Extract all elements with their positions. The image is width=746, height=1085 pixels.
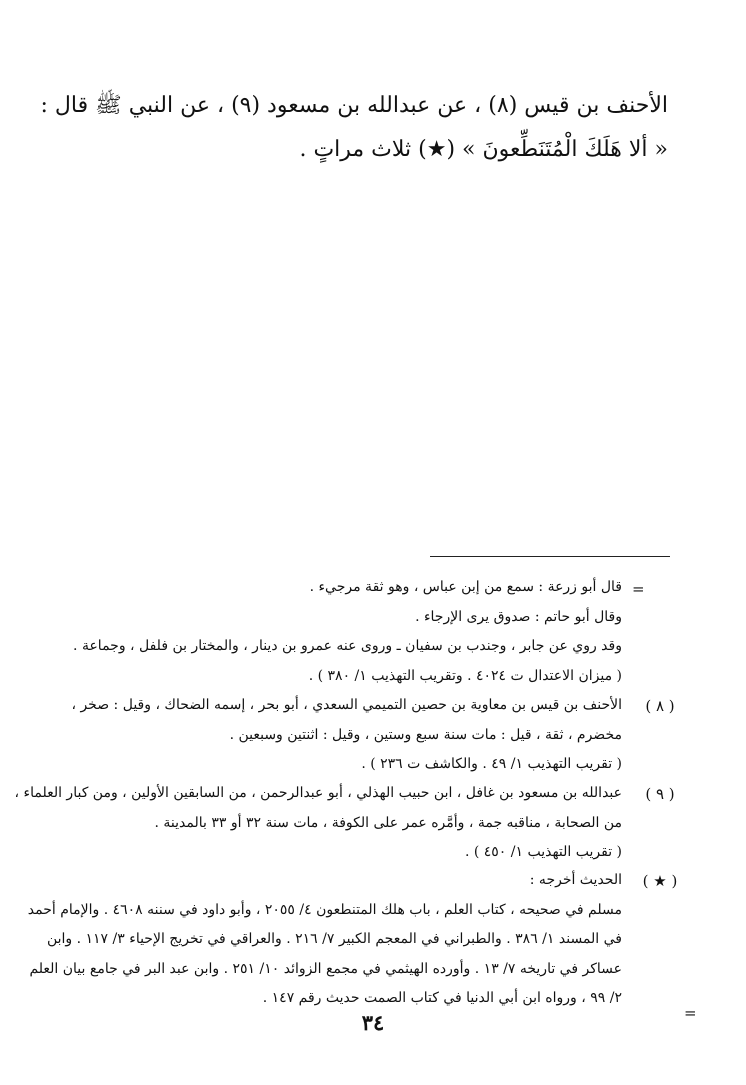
footnote-body	[27, 866, 622, 1014]
footnote-line: عبدالله بن مسعود بن غافل ، ابن حبيب الهذلي ، أبو عبدالرحمن ، من السابقين الأولين ، ومن كبار العلماء ،	[14, 785, 622, 801]
footnote-body	[74, 573, 622, 691]
footnote-line: ( ميزان الاعتدال ت ٤٠٢٤ . وتقريب التهذيب ١/ ٣٨٠ ) .	[308, 667, 622, 684]
footnote-line: وقد روي عن جابر ، وجندب بن سفيان ـ وروى عنه عمرو بن دينار ، والمختار بن فلفل ، وجماعة .	[73, 638, 622, 654]
footnote-line: وقال أبو حاتم : صدوق يرى الإرجاء .	[415, 608, 622, 625]
footnote-line: الحديث أخرجه :	[529, 872, 622, 888]
footnote-line: ( تقريب التهذيب ١/ ٤٥٠ ) .	[464, 844, 622, 860]
footnote-line: ( تقريب التهذيب ١/ ٤٩ . والكاشف ت ٢٣٦ ) .	[361, 756, 622, 772]
footnote-line: عساكر في تاريخه ٧/ ١٣ . وأورده الهيثمي في مجمع الزوائد ١٠/ ٢٥١ . وابن عبد البر في جامع بيان العلم	[29, 960, 622, 977]
footnote-line: قال أبو زرعة : سمع من إبن عباس ، وهو ثقة مرجيء .	[309, 579, 622, 595]
main-line: « ألا هَلَكَ الْمُتَنَطِّعونَ » (★) ثلاث مراتٍ .	[299, 137, 668, 162]
main-line: الأحنف بن قيس (٨) ، عن عبدالله بن مسعود (٩) ، عن النبي ﷺ قال :	[40, 93, 668, 118]
footnote-line: مخضرم ، ثقة ، قيل : مات سنة سبع وستين ، وقيل : اثنتين وسبعين .	[229, 726, 622, 743]
footnote-line: الأحنف بن قيس بن معاوية بن حصين التميمي السعدي ، أبو بحر ، إسمه الضحاك ، وقيل : صخر ،	[71, 697, 622, 713]
footnote-line: ٢/ ٩٩ ، ورواه ابن أبي الدنيا في كتاب الصمت حديث رقم ١٤٧ .	[262, 990, 622, 1006]
footnote-number: ( ★ )	[642, 872, 678, 890]
edge-mark: =	[684, 1004, 697, 1022]
footnote-line: من الصحابة ، مناقبه جمة ، وأمَّره عمر على الكوفة ، مات سنة ٣٢ أو ٣٣ بالمدينة .	[154, 814, 622, 831]
footnote-number: ( ٨ )	[645, 697, 675, 715]
footnote-line: في المسند ١/ ٣٨٦ . والطبراني في المعجم الكبير ٧/ ٢١٦ . والعراقي في تخريج الإحياء ٣/ ١١٧ . وابن	[46, 931, 622, 947]
footnote-body	[14, 779, 622, 868]
footnote-line: مسلم في صحيحه ، كتاب العلم ، باب هلك المتنطعون ٤/ ٢٠٥٥ ، وأبو داود في سننه ٤٦٠٨ . والإمام أحمد	[27, 901, 622, 918]
footnote-body	[71, 691, 622, 780]
main-text	[40, 84, 668, 172]
footnote-divider	[430, 556, 670, 557]
page-number: ٣٤	[361, 1010, 385, 1035]
footnote-number: ( ٩ )	[645, 785, 675, 803]
continuation-mark: =	[632, 580, 645, 598]
